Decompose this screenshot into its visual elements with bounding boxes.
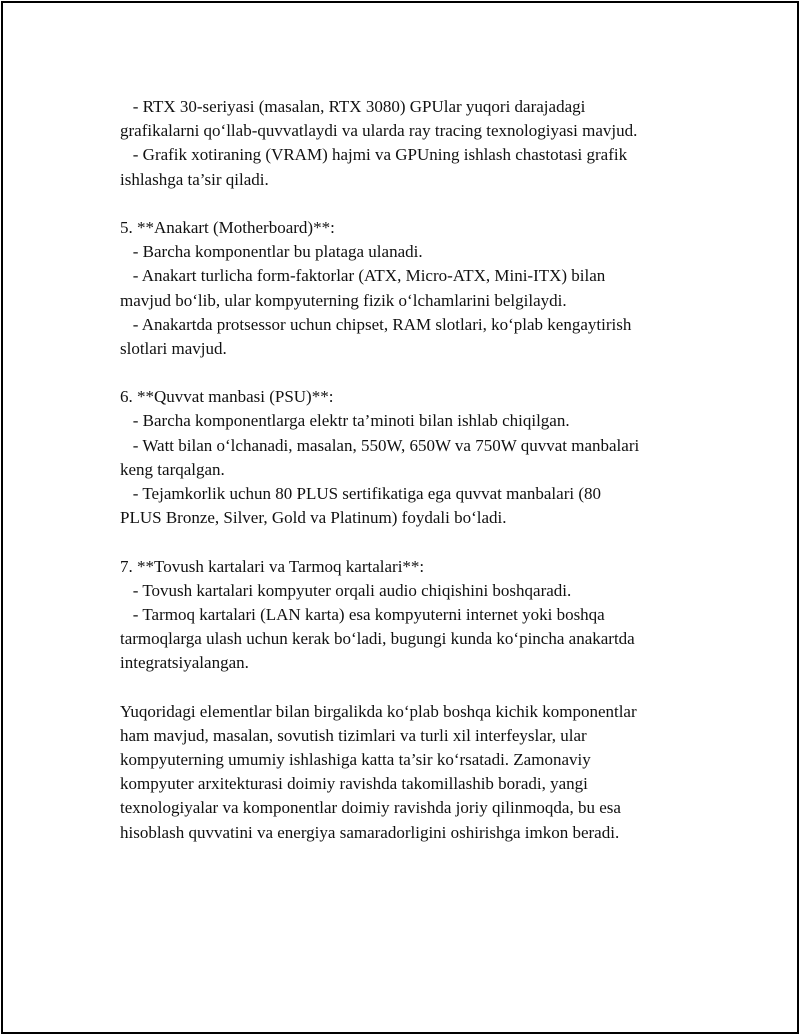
text-line: grafikalarni qo‘llab-quvvatlaydi va ularda ray tracing texnologiyasi mavjud.: [120, 121, 638, 141]
text-line: Yuqoridagi elementlar bilan birgalikda ko‘plab boshqa kichik komponentlar: [120, 701, 637, 721]
section-heading: 7. **Tovush kartalari va Tarmoq kartalari**:: [120, 556, 425, 576]
document-body: [120, 95, 780, 869]
text-line: slotlari mavjud.: [120, 338, 227, 358]
closing-paragraph: [120, 700, 780, 845]
text-line: hisoblash quvvatini va energiya samaradorligini oshirishga imkon beradi.: [120, 822, 620, 842]
text-line: - Barcha komponentlar bu plataga ulanadi.: [120, 242, 423, 262]
text-line: - Barcha komponentlarga elektr ta’minoti bilan ishlab chiqilgan.: [120, 411, 570, 431]
text-line: texnologiyalar va komponentlar doimiy ravishda joriy qilinmoqda, bu esa: [120, 798, 621, 818]
section-motherboard: [120, 216, 780, 361]
text-line: mavjud bo‘lib, ular kompyuterning fizik o‘lchamlarini belgilaydi.: [120, 290, 567, 310]
section-sound-network-cards: [120, 555, 780, 676]
text-line: - Tovush kartalari kompyuter orqali audio chiqishini boshqaradi.: [120, 580, 572, 600]
text-line: ishlashga ta’sir qiladi.: [120, 169, 269, 189]
text-line: kompyuter arxitekturasi doimiy ravishda takomillashib boradi, yangi: [120, 774, 588, 794]
text-line: - Anakart turlicha form-faktorlar (ATX, Micro-ATX, Mini-ITX) bilan: [120, 266, 606, 286]
text-line: PLUS Bronze, Silver, Gold va Platinum) foydali bo‘ladi.: [120, 508, 507, 528]
text-line: keng tarqalgan.: [120, 459, 225, 479]
text-line: - Watt bilan o‘lchanadi, masalan, 550W, 650W va 750W quvvat manbalari: [120, 435, 640, 455]
page-frame: [1, 1, 799, 1034]
section-heading: 6. **Quvvat manbasi (PSU)**:: [120, 387, 334, 407]
text-line: - Anakartda protsessor uchun chipset, RAM slotlari, ko‘plab kengaytirish: [120, 314, 632, 334]
text-line: tarmoqlarga ulash uchun kerak bo‘ladi, bugungi kunda ko‘pincha anakartda: [120, 629, 635, 649]
text-line: ham mavjud, masalan, sovutish tizimlari va turli xil interfeyslar, ular: [120, 725, 587, 745]
section-heading: 5. **Anakart (Motherboard)**:: [120, 217, 335, 237]
section-power-supply: [120, 385, 780, 530]
text-line: - Tarmoq kartalari (LAN karta) esa kompyuterni internet yoki boshqa: [120, 604, 605, 624]
text-line: - Tejamkorlik uchun 80 PLUS sertifikatiga ega quvvat manbalari (80: [120, 484, 601, 503]
text-line: integratsiyalangan.: [120, 653, 249, 673]
list-continuation-gpu: [120, 95, 780, 192]
text-line: kompyuterning umumiy ishlashiga katta ta’sir ko‘rsatadi. Zamonaviy: [120, 750, 591, 770]
text-line: - Grafik xotiraning (VRAM) hajmi va GPUning ishlash chastotasi grafik: [120, 145, 628, 165]
text-line: - RTX 30-seriyasi (masalan, RTX 3080) GPUlar yuqori darajadagi: [120, 97, 586, 116]
